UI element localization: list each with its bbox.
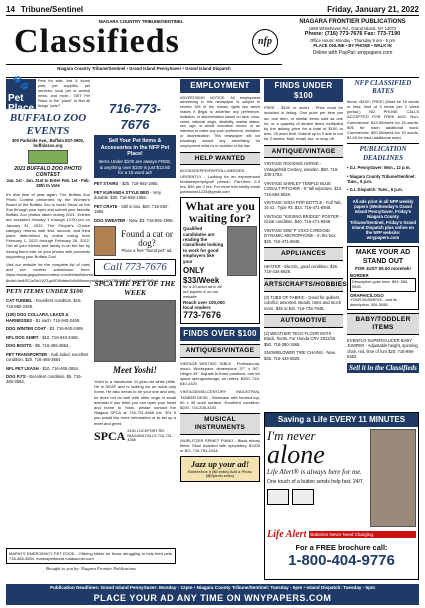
finds-over-header: FINDS OVER $100 bbox=[180, 327, 260, 341]
sell-it-banner: Sell it in the Classifieds bbox=[347, 363, 419, 373]
pets-item bbox=[6, 366, 90, 371]
buffalo-zoo-logo bbox=[28, 150, 68, 164]
help-at-home-icon bbox=[267, 489, 289, 505]
pets-items-list bbox=[6, 298, 90, 384]
brochure-text: For a FREE brochure call: bbox=[295, 542, 388, 552]
antique-listing: VINTAGE SHIRLEY TEMPLE BLUE COBALT PITCHER - 6" tall w/picture. $10. 716-694-6520. bbox=[264, 180, 343, 197]
antique-vintage-header: ANTIQUE/VINTAGE bbox=[264, 145, 343, 159]
masthead bbox=[6, 19, 419, 77]
only-subtext: for a 10-word ad in all our papers & on our website bbox=[183, 284, 222, 299]
pets-item-name: DOG WINTER COAT bbox=[6, 326, 46, 332]
paypal-link[interactable]: Online with PayPal: wnypapers.com bbox=[312, 49, 393, 56]
marios-pet-food: MARIO'S EMERGENCY PET FOOD - Offering kibble for those struggling to help feed pets. 716-465-3654. marioapetfoodd roadsunner.com bbox=[6, 548, 176, 564]
graphic-option: GRAPHIC/LOGO bbox=[350, 292, 384, 298]
pets-item-name: PET TRANSPORTER bbox=[6, 351, 48, 357]
column-finds-under bbox=[264, 79, 347, 364]
column-pet-items bbox=[94, 79, 176, 446]
zoo-contest-text: It's that time of year again. The Buffalo Zoo Photo Contest presented by the Women's Board of the Buffalo Zoo is back! Show us the Zoo through your eyes and submit your favorite Buffalo Zoo photos taken during 2021. Entries are accepted January 1 through 12:00 pm on January 31, 2022. The People's Choice category returns with first, second, and third place determined by online voting from February 1, 2022 through February 28, 2022. Get all your friends and family in on the fun by having them vote on your photos with proceeds supporting your Buffalo Zoo! bbox=[6, 191, 90, 259]
heater-listing: HEATER - Electric, good condition. $25. 716-434-5825. bbox=[264, 263, 339, 275]
pet-item-name: PET KURANDA STYLE BED bbox=[94, 189, 149, 195]
antique-listing: VINTAGE ROCKING HORSE - Vintage/Mid Century, wooden. $60. 716-208-1753. bbox=[264, 161, 339, 178]
deadline-tribune: • Niagara County Tribune/Sentinel: Tues., 5 p.m. bbox=[347, 173, 416, 184]
life-alert-logo: Life Alert bbox=[267, 528, 307, 540]
one-touch-text: One touch of a button sends help fast, 24/7. bbox=[267, 478, 365, 485]
paper-name: Tribune/Sentinel bbox=[20, 4, 84, 14]
pet-item bbox=[94, 190, 176, 201]
appliances-header: APPLIANCES bbox=[264, 247, 343, 261]
snowblower-listing: SNOWBLOWER TIRE CHAINS - New. $35. 716-434-5825. bbox=[264, 350, 336, 361]
reach-text: Reach over 100,000 local readers bbox=[183, 299, 225, 310]
antiques-header: ANTIQUES/VINTAGE bbox=[180, 344, 260, 358]
spca-logo: SPCA bbox=[94, 428, 126, 443]
pets-item-desc: - $5. 716-465-3654. bbox=[32, 343, 70, 349]
pets-item bbox=[6, 343, 90, 348]
waiting-title: What are you waiting for? bbox=[185, 199, 255, 226]
pets-items-title: PETS ITEMS UNDER $100 bbox=[6, 286, 90, 296]
musical-header: MUSICAL INSTRUMENTS bbox=[180, 413, 260, 435]
pets-item bbox=[6, 326, 90, 331]
pets-item-desc: - Excellent condition. $5. 716-465-3654. bbox=[6, 374, 82, 385]
pet-item-name: PET STAIRS bbox=[94, 181, 119, 187]
pet-food-block bbox=[6, 548, 176, 572]
meet-yoshi: Meet Yoshi! bbox=[112, 365, 158, 376]
yoshi-photo bbox=[94, 300, 176, 362]
sell-pet-items-box bbox=[94, 135, 176, 178]
finds-under-header: FINDS UNDER $100 bbox=[264, 79, 343, 102]
online-notice: All ads print in all NFP weekly papers (Wednesday's Grand Island PennySaver, Friday's Niagara County Tribune/Sentinel, Friday's Grand Island Dispatch plus online on the NFP website: wnypapers.com bbox=[347, 196, 419, 243]
alone-text: alone bbox=[267, 439, 325, 469]
pets-item-name: DOG PJ'S bbox=[6, 374, 26, 380]
waiting-ad bbox=[180, 197, 260, 324]
pet-place-phone[interactable]: 716-773-7676 bbox=[108, 101, 162, 132]
pet-item-name: DOG SWEATER bbox=[94, 217, 126, 223]
pets-item-desc: - $1 each. 716-940-2469. bbox=[33, 317, 81, 323]
life-alert-quote: Life Alert® is always here for me. bbox=[267, 467, 362, 476]
antique-listing: VINTAGE SODA POP BOTTLE - Full Tab, 16 oz., Type #2. $14. 716-471-6948. bbox=[264, 200, 342, 211]
life-alert-headline: Saving a Life EVERY 11 MINUTES bbox=[265, 413, 418, 427]
pet-item-desc: - $25. 716-692-1955. bbox=[119, 181, 159, 187]
pet-phone-block bbox=[94, 101, 176, 132]
page-number: 14 bbox=[6, 4, 15, 14]
pets-item bbox=[6, 374, 90, 385]
finds-under-rules: FREE - $100 or under - Price must be included in listing. One price per item per ad, one item, or similar items sold as one lot, or a quantity of similar items multiplied by the asking price for a total of $100 or less. 25 word limit. Submit up to 3 ads to run for 2 weeks. Mail, email, fax, or drop off. bbox=[264, 105, 343, 142]
floor-mats-listing: (2) WEATHER TECH FLOOR MATS - Black, fronts. For Honda CRV 2012/16. $50. 716-380-1965. bbox=[264, 330, 337, 347]
stand-out-title: MAKE YOUR AD STAND OUT bbox=[355, 249, 411, 265]
life-alert-ad bbox=[264, 412, 419, 580]
pet-place-header bbox=[6, 74, 36, 114]
photo-contest-title: 2021 BUFFALO ZOO PHOTO CONTEST bbox=[14, 166, 82, 179]
pet-item-desc: - Still in box. $20. 716-692-1955. bbox=[94, 203, 169, 215]
spca-title: SPCA THE PET OF THE WEEK bbox=[94, 279, 176, 298]
page-header-strip bbox=[6, 4, 419, 16]
found-pet-subtitle: Place a free "found pet" ad. bbox=[121, 247, 173, 253]
qualified-text: Qualified candidates are reading the classifieds looking to work for good employers like you! bbox=[183, 226, 224, 264]
baby-listing: EVENFLO SUPERSAUCER BABY JUMPER - Adjustable height, spinning chair, red, lime of fun! $20. 716-998-5452. bbox=[347, 337, 418, 360]
arts-header: ARTS/CRAFTS/HOBBIES bbox=[264, 278, 343, 292]
sell-pet-items-text: Items Under $100 are always FREE, & anything over $100 is just $13.50 for a 15 word ad! bbox=[98, 159, 172, 175]
place-methods: PLACE ONLINE • BY PHONE • WALK IN bbox=[313, 42, 392, 48]
pets-item-name: DOG BOOTS bbox=[6, 343, 32, 349]
spca-address: 2100 LOCKPORT RD. NIAGARA FALLS 716-731-4368 bbox=[127, 429, 173, 443]
waiting-photo bbox=[227, 226, 257, 276]
jazz-title: Jazz up your ad! bbox=[190, 459, 250, 470]
automotive-header: AUTOMOTIVE bbox=[264, 314, 343, 328]
antique-writing-table: VINTAGE WRITING TABLE - Professional, wood. Workspace dimensions 37" x 50". Height 43". Adjusts to three positions, one for space springs/storage, on rollers. $200. 716-640-4320. bbox=[180, 360, 260, 387]
publisher-address: 1859 Whitehaven Rd., Grand Island, NY 14072 bbox=[308, 26, 397, 32]
pet-item bbox=[94, 218, 176, 223]
pet-place-intro-block bbox=[38, 79, 90, 109]
pets-item-name: CAT TUNNEL bbox=[6, 298, 33, 304]
pet-item bbox=[94, 181, 176, 186]
yoshi-text: Yoshi is a handsome 11-year-old white pittie. He is DEAF and is looking for an adult only home. He also needs to be your one and only, he does not do well with other dogs or small animals! If you think you can open your heart and home to Yoshi, please contact the Niagara SPCA at 716-731-4368 ext. 301 if you would like more information or to set up a meet and greet. bbox=[94, 379, 176, 426]
jazz-up-ad bbox=[180, 456, 260, 482]
found-pet-call[interactable]: Call 773-7676 bbox=[94, 259, 176, 276]
pet-item bbox=[94, 204, 176, 215]
never-text: I'm never bbox=[267, 427, 316, 443]
column-rates bbox=[347, 79, 419, 376]
office-hours: Office Hours: Monday - Thursday 9 am - 5 pm bbox=[309, 37, 396, 43]
publisher-name: NIAGARA FRONTIER PUBLICATIONS bbox=[299, 19, 406, 25]
found-pet-photo bbox=[94, 226, 116, 256]
stand-out-subtitle: FOR JUST $5.00 more/wk! bbox=[355, 265, 411, 271]
pet-place-intro: Pets for sale, lost & found pets, pet supplies, pet services, local pet or animal news, and more... GET Pet Place in the "place" to find all things "pets"! bbox=[38, 79, 90, 108]
pets-item-name: (100) DOG COLLARS, LEADS & HARNESSES bbox=[6, 312, 69, 323]
musical-listing: WURLITZER SPINET PIANO - Black ebony finish. Stool included with upholstery. $1200 or BO. 716-754-2244. bbox=[180, 437, 260, 454]
reach-phone[interactable]: 773-7676 bbox=[183, 310, 222, 321]
antique-items-list bbox=[264, 161, 343, 244]
antique-tanker-desk: VINTAGE/MID-CENTURY INDUSTRIAL TANKER DESK - Steelcase with formica top, 60 x 30 work surface. Excellent condition. $200. 716-208-3153. bbox=[180, 389, 260, 411]
zoo-contest-link[interactable]: Visit our website for the complete list of rules and the contest submission form: https://www.gogophotocontest.com/thebuffalozoo?fbclid=IwAR2JzDkUVZ1gv0DlNddw5x5dNkwacyoHhga1YH7BPGgFoEsUpVDVfHFn4 bbox=[6, 261, 158, 283]
help-wanted-listing: BOOKKEEPER/PAYROLL/NEEDED URGENTLY - Looking for an experienced bookkeeper/payroll person. Part-time 2-3 hrs. $30 per 2 hrs. For more info kindly email jumieanne1233@gmail.com bbox=[180, 168, 260, 195]
batteries-note: Batteries Never Need Charging. bbox=[309, 531, 416, 538]
pets-item-desc: - $10. 716-940-2469. bbox=[39, 334, 79, 340]
pet-place-title: Pet Place bbox=[7, 92, 35, 114]
pets-item-desc: - Sub sided, excellent condition. $20. 716-465-3654. bbox=[6, 351, 89, 363]
pets-item-desc: - Excellent condition. $15. 716-960-2469. bbox=[6, 298, 82, 309]
buffalo-zoo-title: BUFFALO ZOO EVENTS bbox=[9, 112, 87, 138]
border-desc: Description goes here. $99. 555-5555. bbox=[350, 278, 416, 291]
masthead-title: Classifieds bbox=[14, 23, 180, 60]
pets-item bbox=[6, 352, 90, 363]
pets-item-name: NFL PET LEASH bbox=[6, 365, 39, 371]
fabric-listing: (3) TUBS OF FABRIC - Good for quilters, colorful, assorted. Beads, trims and much more. $45 or BO. 716-725-7945. bbox=[264, 294, 342, 311]
nfp-rates-title: NFP CLASSIFIED RATES bbox=[354, 79, 412, 96]
pets-item-desc: - $3. 716-940-2469. bbox=[47, 326, 84, 332]
photo-contest-dates: Jan. 1st - Jan. 31st to Enter Feb. 1st - Feb. 28th to Vote bbox=[6, 178, 90, 189]
pet-item-name: PET CRATE bbox=[94, 203, 118, 209]
deadline-dispatch: • G.I. Dispatch: Tues., 5 p.m. bbox=[347, 187, 403, 193]
nfp-logo: nfp bbox=[252, 29, 278, 55]
paw-icon: 🐾 bbox=[12, 74, 30, 91]
graphic-desc: YOUR BUSINESS - and its description. 555-5555. bbox=[350, 296, 397, 307]
sell-pet-items-title: Sell Your Pet Items & Accessories in the NFP Pet Place! bbox=[100, 138, 170, 157]
stand-out-box bbox=[347, 246, 419, 310]
life-alert-photo bbox=[370, 429, 416, 527]
pub-deadlines-title: PUBLICATION DEADLINES bbox=[347, 143, 419, 162]
baby-header: BABY/TODDLER ITEMS bbox=[347, 313, 419, 335]
pet-items-list bbox=[94, 181, 176, 223]
border-option: BORDER bbox=[350, 273, 369, 279]
pets-item bbox=[6, 335, 90, 340]
footer-place-ad[interactable]: PLACE YOUR AD ANY TIME ON WNYPAPERS.COM bbox=[93, 592, 332, 603]
masthead-subtitle: Niagara Country Tribune/Sentinel • Grand Island PennySaver • Grand Island Dispatch bbox=[6, 64, 282, 71]
life-alert-number[interactable]: 1-800-404-9776 bbox=[288, 551, 395, 569]
jazz-subtext: Border/box it ($5 extra) Add a Photo ($5/photo extra) bbox=[188, 468, 252, 479]
pets-item bbox=[6, 312, 90, 323]
footer-bar bbox=[6, 584, 419, 605]
column-employment bbox=[180, 79, 260, 485]
publisher-info bbox=[286, 19, 419, 56]
pets-item-name: NFL DOG SHIRT bbox=[6, 334, 39, 340]
pets-item-desc: - $10. 716-465-3654. bbox=[39, 365, 80, 371]
help-wanted-header: HELP WANTED bbox=[180, 152, 260, 166]
help-on-the-go-icon bbox=[292, 489, 314, 505]
only-price: ONLY $33/Week bbox=[183, 266, 220, 285]
issue-date: Friday, January 21, 2022 bbox=[327, 4, 419, 14]
antique-listing: VINTAGE "KISSING BRIDGE" POSTER - Great condition. $40. 716-471-6948. bbox=[264, 213, 342, 225]
found-pet-title: Found a cat or dog? bbox=[121, 228, 173, 248]
deadline-pennysaver: • G.I. PennySaver: Mon., 12 p.m. bbox=[347, 165, 411, 171]
pet-item-desc: - Very durable. $30. 716-692-1955. bbox=[94, 189, 162, 201]
employment-notice: ADVERTISING NOTICE: All employment advertising in this newspaper is subject to section 296 of the human rights law which makes it illegal to advertise any preference, limitation, or discrimination based on race, color, creed, national origin, disability, marital status, sex, age, or arrest conviction record, or an intention to make any such preference, limitation or discrimination. This newspaper will not knowingly accept any advertising for employment which is in violation of the law. bbox=[180, 95, 260, 148]
footer-deadlines: Publication Deadlines: Grand Island PennySaver: Monday - 12pm • Niagara County Tribune/Sentinel: Tuesday - 5pm • Island Dispatch: Tuesday - 5pm bbox=[50, 585, 375, 590]
antique-listing: VINTAGE 50W' P VSX3 CARDIOID DYNAMIC MICROPHONE - In the box. $25. 716-471-6948. bbox=[264, 227, 337, 244]
pet-item-desc: - New. $3. 716-692-1955. bbox=[126, 217, 174, 223]
employment-header: EMPLOYMENT bbox=[180, 79, 260, 93]
nfp-rates-text: Items <$100: FREE! (Must be 15 words or less, limit of 3 items per 2 week period.) NO PHONE CALLS ACCEPTED FOR FREE ADS. Non-Commercial: $13.50/week for 15 words. 50¢ for each additional word. Commercial: $20.50/week for 15 words, $1.00 for each additional word. bbox=[347, 98, 419, 141]
pets-item bbox=[6, 298, 90, 309]
masthead-tagline: NIAGARA COUNTRY TRIBUNE/SENTINEL bbox=[98, 19, 184, 24]
publisher-phone: Phone: (716) 773-7676 Fax: 773-7190 bbox=[304, 31, 401, 38]
buffalo-zoo-address[interactable]: 300 Parkside Ave., Buffalo 837-3900, buffalozoo.org bbox=[11, 138, 85, 149]
brought-by: Brought to you by: Niagara Frontier Publications bbox=[46, 566, 136, 572]
